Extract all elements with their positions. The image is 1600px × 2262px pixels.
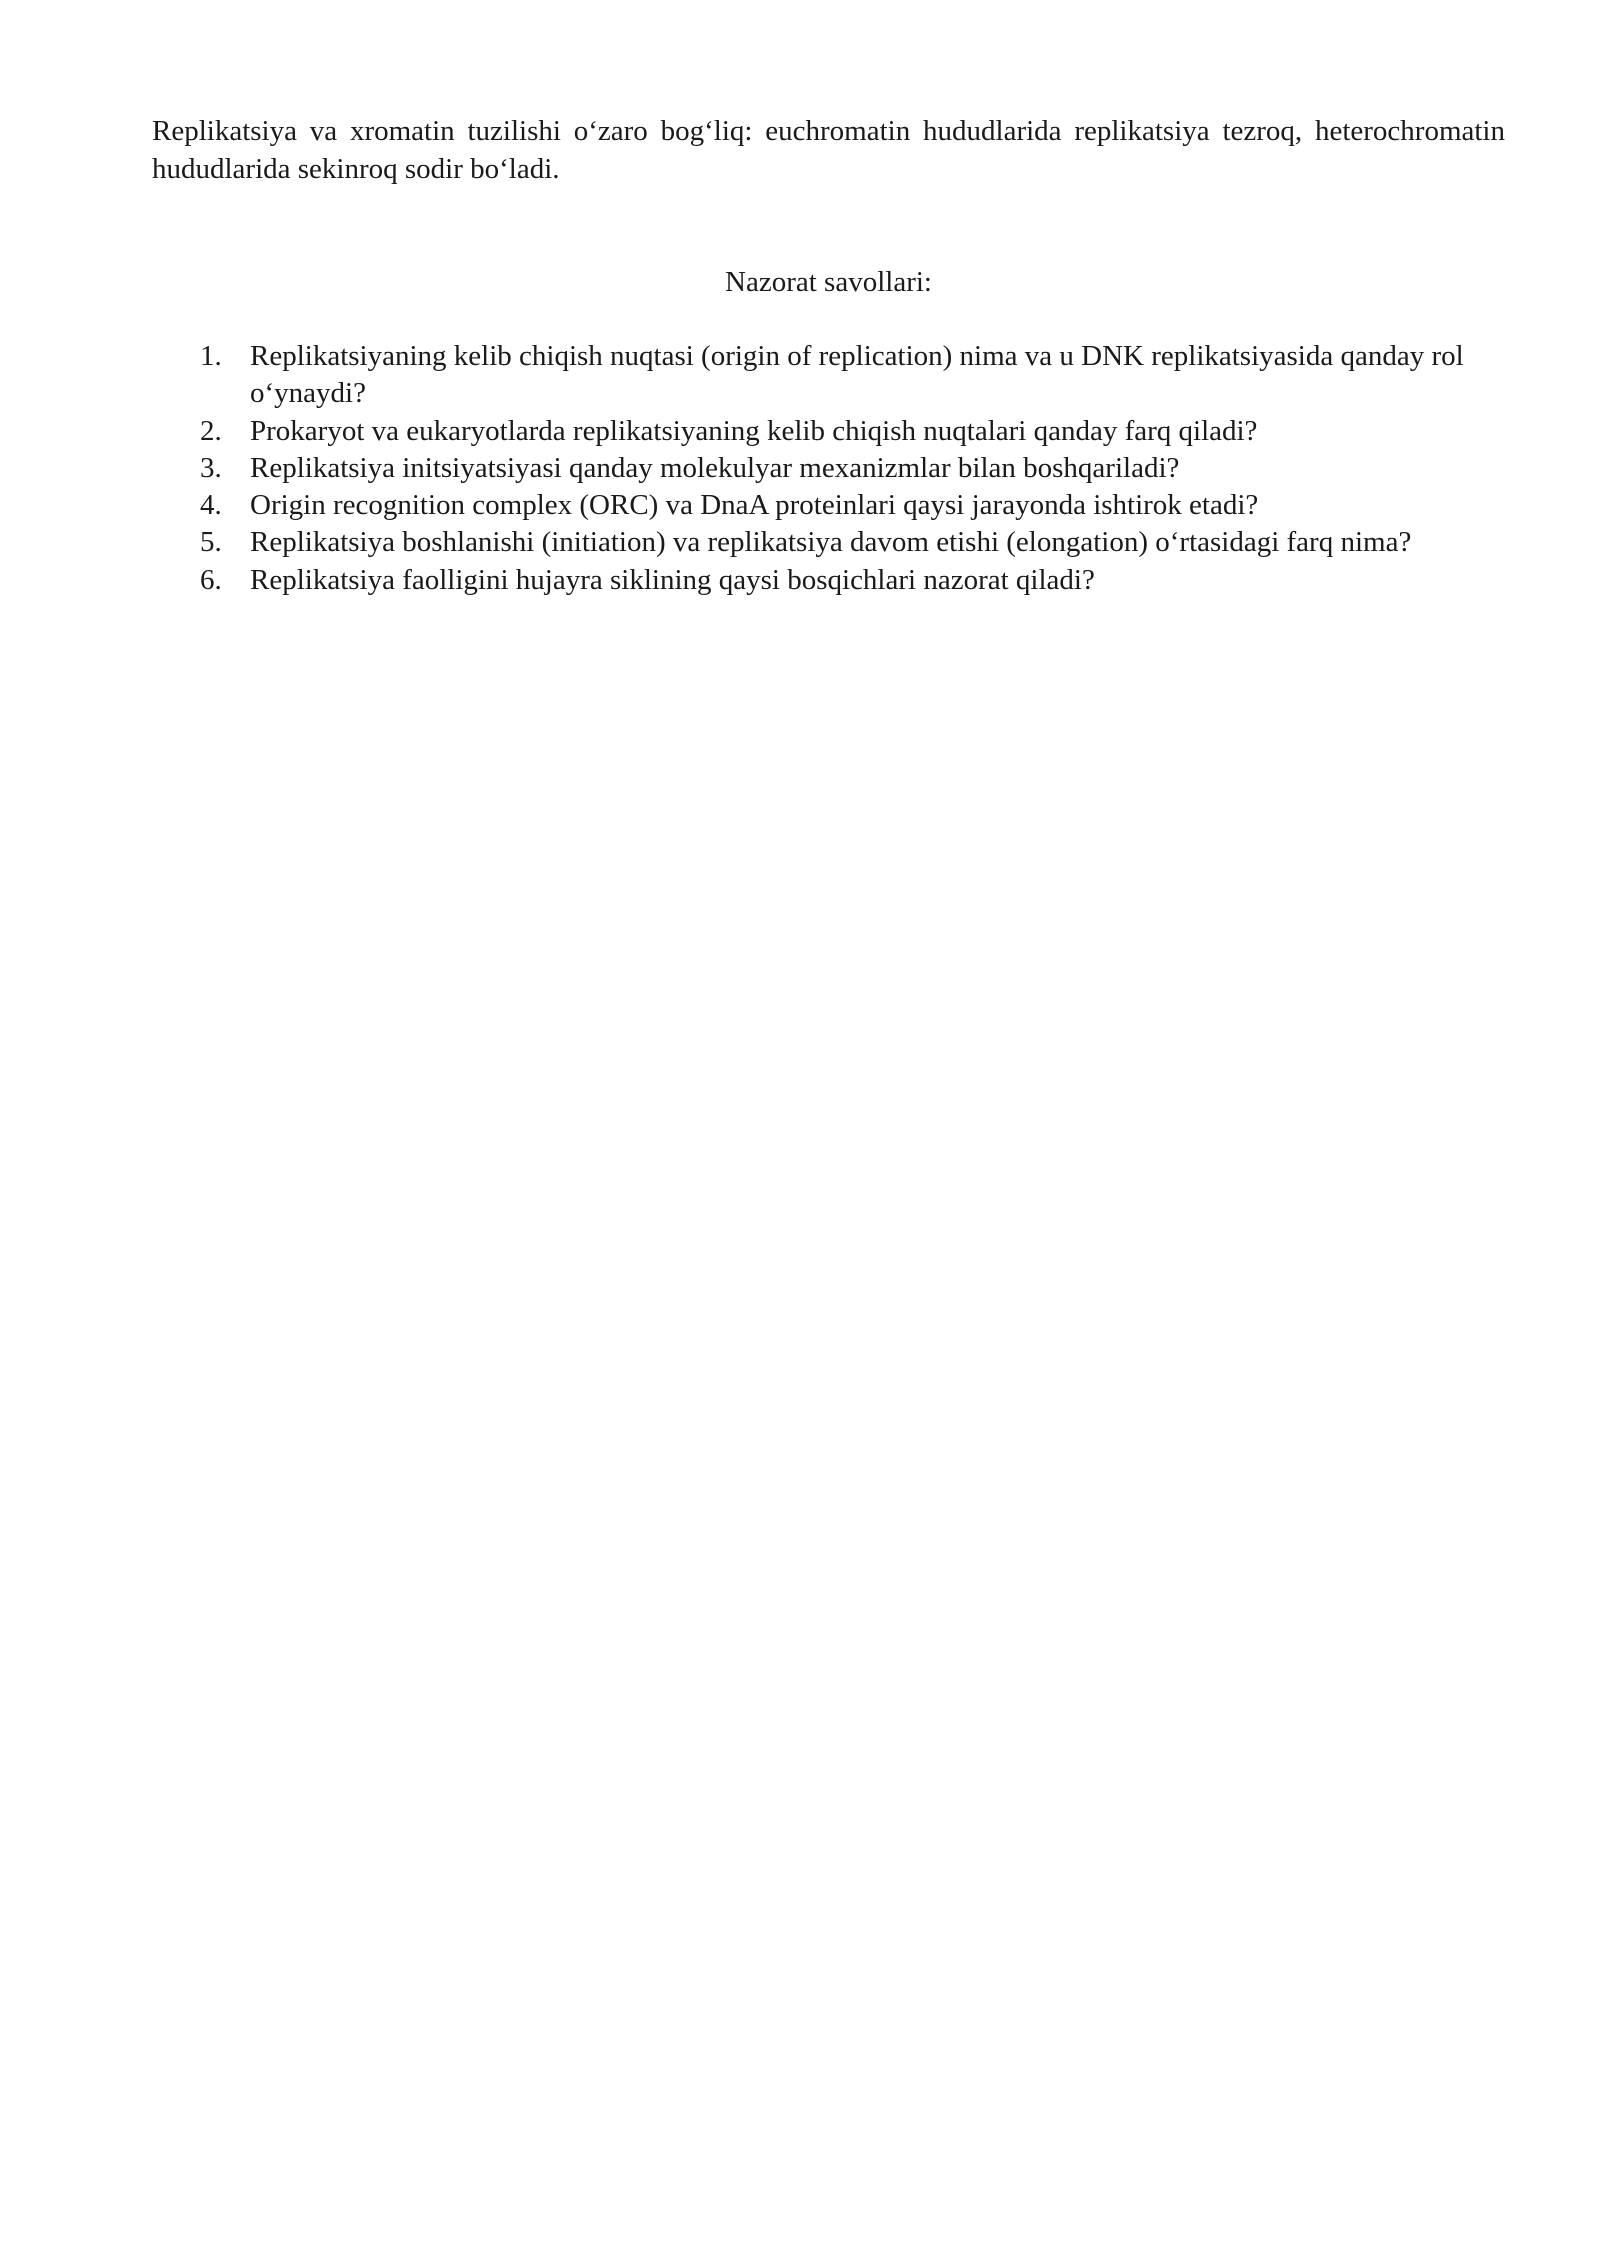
question-text: Replikatsiyaning kelib chiqish nuqtasi (origin of replication) nima va u DNK replikatsiyasida qanday rol o‘ynaydi?	[250, 340, 1464, 410]
question-number: 5.	[200, 526, 222, 559]
questions-list	[152, 338, 1505, 599]
question-text: Replikatsiya faolligini hujayra siklining qaysi bosqichlari nazorat qiladi?	[250, 563, 1095, 596]
question-text: Origin recognition complex (ORC) va DnaA proteinlari qaysi jarayonda ishtirok etadi?	[250, 489, 1259, 522]
question-text: Replikatsiya boshlanishi (initiation) va replikatsiya davom etishi (elongation) o‘rtasidagi farq nima?	[250, 526, 1412, 559]
question-item	[152, 413, 1505, 450]
section-heading: Nazorat savollari:	[725, 266, 932, 298]
question-item	[152, 487, 1505, 524]
question-text: Replikatsiya initsiyatsiyasi qanday molekulyar mexanizmlar bilan boshqariladi?	[250, 451, 1180, 484]
question-item	[152, 450, 1505, 487]
question-number: 2.	[200, 414, 222, 447]
question-item	[152, 524, 1505, 561]
question-number: 3.	[200, 451, 222, 484]
question-item	[152, 562, 1505, 599]
question-item	[152, 338, 1505, 413]
question-number: 1.	[200, 340, 222, 372]
question-number: 6.	[200, 563, 222, 596]
intro-paragraph: Replikatsiya va xromatin tuzilishi o‘zaro bog‘liq: euchromatin hududlarida replikatsiya tezroq, heterochromatin hududlarida sekinroq sodir bo‘ladi.	[152, 115, 1505, 185]
question-text: Prokaryot va eukaryotlarda replikatsiyaning kelib chiqish nuqtalari qanday farq qiladi?	[250, 414, 1258, 447]
question-number: 4.	[200, 489, 222, 522]
